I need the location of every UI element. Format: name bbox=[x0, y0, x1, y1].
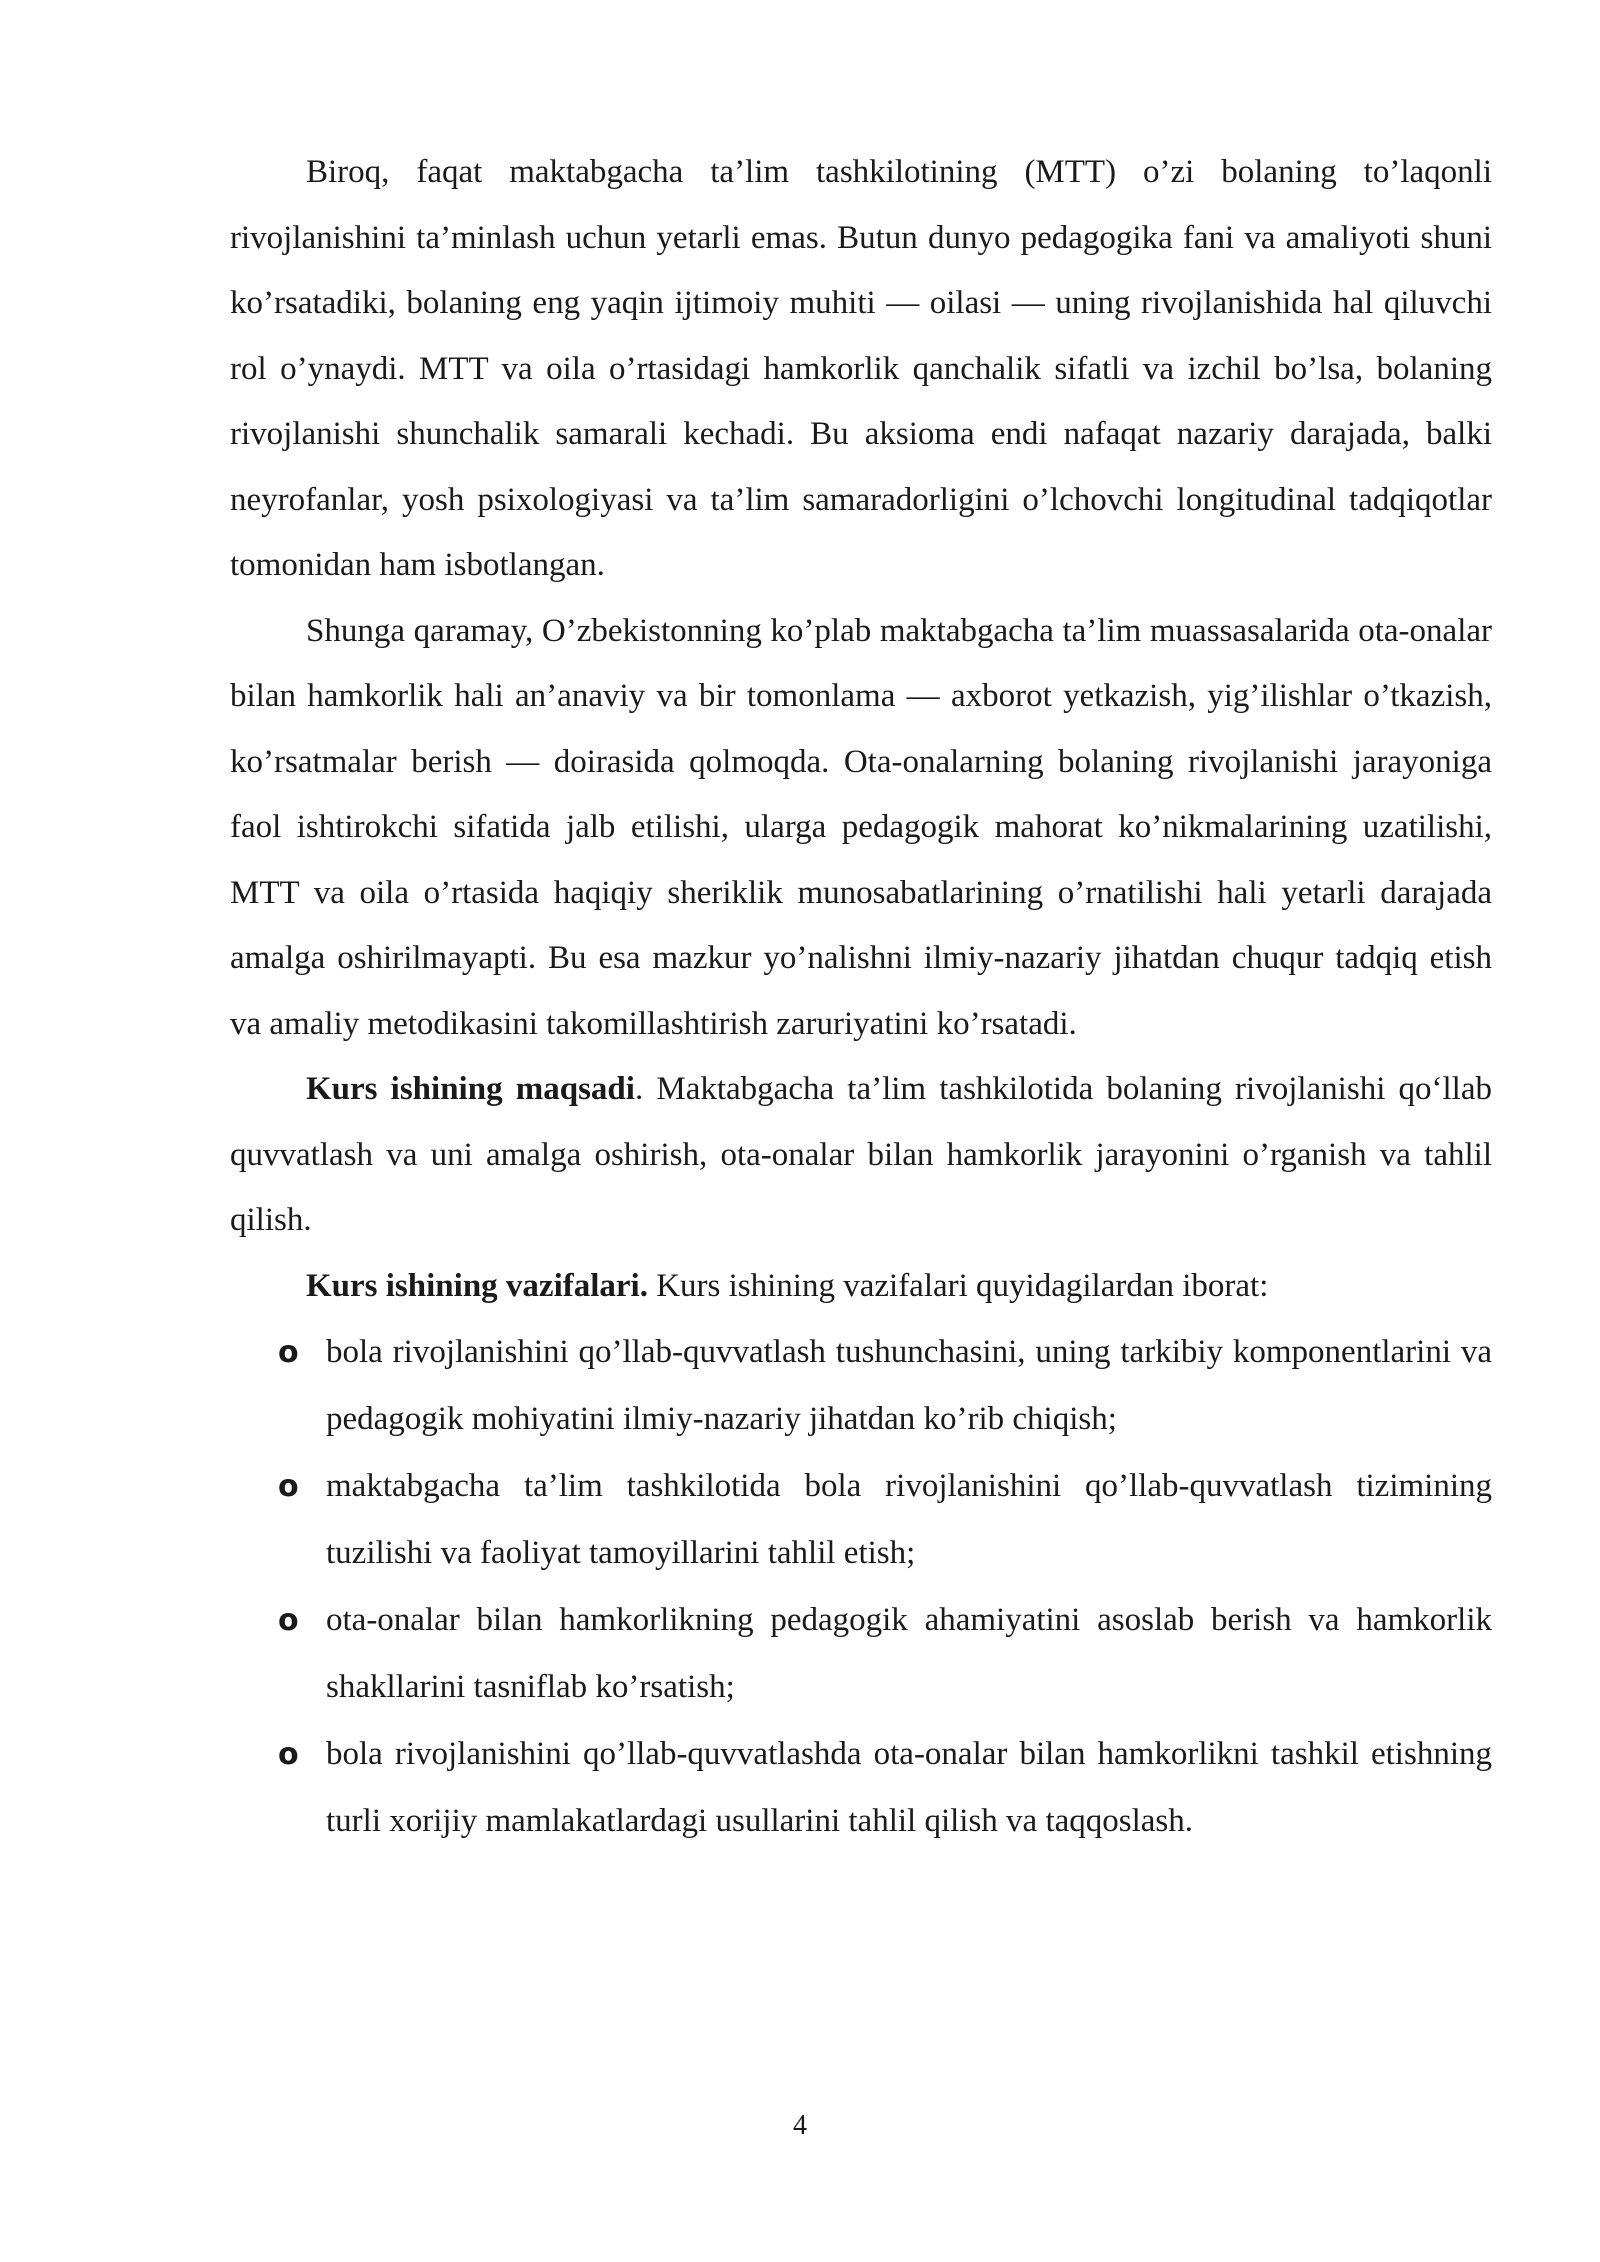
tasks-heading: Kurs ishining vazifalari. bbox=[306, 1267, 648, 1304]
paragraph-problem: Shunga qaramay, O’zbekistonning ko’plab maktabgacha ta’lim muassasalarida ota-onalar bilan hamkorlik hali an’anaviy va bir tomonlama — axborot yetkazish, yig’ilishlar o’tkazish, ko’rsatmalar berish — doirasida qolmoqda. Ota-onalarning bolaning rivojlanishi jarayoniga faol ishtirokchi sifatida jalb etilishi, ularga pedagogik mahorat ko’nikmalarining uzatilishi, MTT va oila o’rtasida haqiqiy sheriklik munosabatlarining o’rnatilishi hali yetarli darajada amalga oshirilmayapti. Bu esa mazkur yo’nalishni ilmiy-nazariy jihatdan chuqur tadqiq etish va amaliy metodikasini takomillashtirish zaruriyatini ko’rsatadi. bbox=[230, 612, 1492, 1042]
list-item bbox=[278, 1453, 1492, 1587]
bullet-icon: o bbox=[278, 1335, 299, 1370]
list-item-text: ota-onalar bilan hamkorlikning pedagogik ahamiyatini asoslab berish va hamkorlik shakllarini tasniflab ko’rsatish; bbox=[326, 1602, 1492, 1705]
bullet-icon: o bbox=[278, 1737, 299, 1772]
list-item-text: bola rivojlanishini qo’llab-quvvatlashda ota-onalar bilan hamkorlikni tashkil etishning turli xorijiy mamlakatlardagi usullarini tahlil qilish va taqqoslash. bbox=[326, 1736, 1492, 1839]
list-item bbox=[278, 1587, 1492, 1721]
bullet-icon: o bbox=[278, 1469, 299, 1504]
list-item bbox=[278, 1319, 1492, 1453]
tasks-intro: Kurs ishining vazifalari quyidagilardan iborat: bbox=[647, 1267, 1269, 1304]
list-item-text: maktabgacha ta’lim tashkilotida bola rivojlanishini qo’llab-quvvatlash tizimining tuzilishi va faoliyat tamoyillarini tahlil etish; bbox=[326, 1468, 1492, 1571]
list-item-text: bola rivojlanishini qo’llab-quvvatlash tushunchasini, uning tarkibiy komponentlarini va pedagogik mohiyatini ilmiy-nazariy jihatdan ko’rib chiqish; bbox=[326, 1334, 1492, 1437]
bullet-icon: o bbox=[278, 1603, 299, 1638]
list-item bbox=[278, 1721, 1492, 1855]
paragraph-aim bbox=[230, 1057, 1492, 1254]
task-list bbox=[230, 1319, 1492, 1855]
aim-text: . Maktabgacha ta’lim tashkilotida bolaning rivojlanishi qo‘llab quvvatlash va uni amalga oshirish, ota-onalar bilan hamkorlik jarayonini o’rganish va tahlil qilish. bbox=[230, 1071, 1492, 1238]
aim-heading: Kurs ishining maqsadi bbox=[306, 1071, 635, 1107]
paragraph-intro: Biroq, faqat maktabgacha ta’lim tashkilotining (MTT) o’zi bolaning to’laqonli rivojlanishini ta’minlash uchun yetarli emas. Butun dunyo pedagogika fani va amaliyoti shuni ko’rsatadiki, bolaning eng yaqin ijtimoiy muhiti — oilasi — uning rivojlanishida hal qiluvchi rol o’ynaydi. MTT va oila o’rtasidagi hamkorlik qanchalik sifatli va izchil bo’lsa, bolaning rivojlanishi shunchalik samarali kechadi. Bu aksioma endi nafaqat nazariy darajada, balki neyrofanlar, yosh psixologiyasi va ta’lim samaradorligini o’lchovchi longitudinal tadqiqotlar tomonidan ham isbotlangan. bbox=[230, 154, 1492, 583]
paragraph-tasks bbox=[230, 1254, 1492, 1320]
document-body bbox=[230, 140, 1492, 1855]
page-number: 4 bbox=[793, 2110, 807, 2141]
